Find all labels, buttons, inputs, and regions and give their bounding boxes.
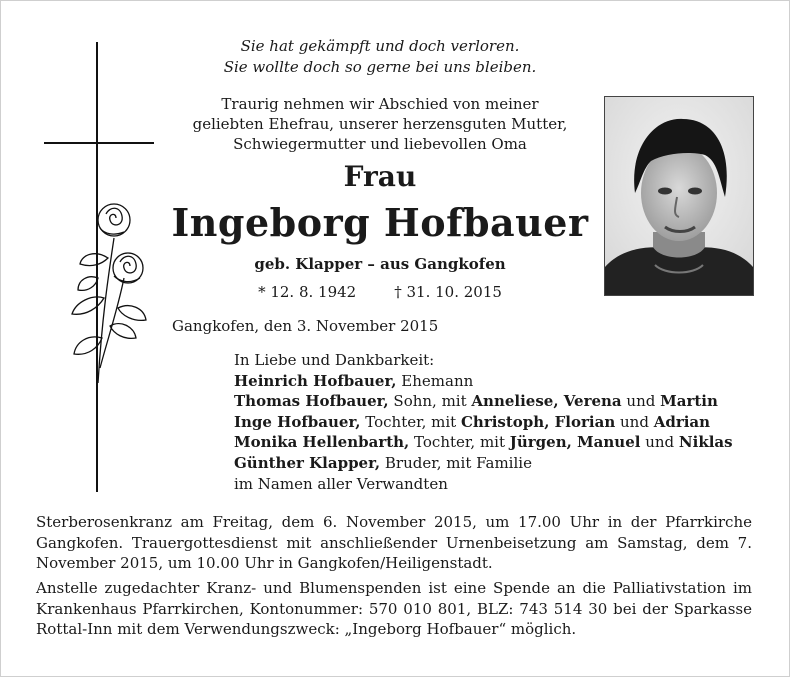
- family-member-relation: Tochter, mit: [360, 412, 461, 431]
- family-row: [234, 453, 754, 474]
- family-member-relation: Tochter, mit: [409, 433, 510, 452]
- deceased-name: Ingeborg Hofbauer: [171, 200, 589, 245]
- family-row: [234, 432, 754, 453]
- motto-line-2: Sie wollte doch so gerne bei uns bleiben.: [223, 58, 537, 76]
- family-list: [234, 350, 754, 494]
- family-member-name: Inge Hofbauer,: [234, 412, 361, 431]
- family-member-name: Heinrich Hofbauer,: [234, 371, 397, 390]
- family-member-name: Günther Klapper,: [234, 453, 381, 472]
- intro-line-2: geliebten Ehefrau, unserer herzensguten Mutter,: [192, 115, 568, 133]
- family-member-name: Martin: [660, 392, 718, 411]
- life-dates: [150, 282, 610, 302]
- family-member-relation: Ehemann: [396, 371, 474, 390]
- portrait-photo: [604, 96, 754, 296]
- family-heading: In Liebe und Dankbarkeit:: [234, 351, 435, 369]
- family-row: [234, 371, 754, 392]
- family-row: [234, 391, 754, 412]
- conjunction: und: [615, 412, 654, 431]
- conjunction: und: [621, 392, 661, 411]
- funeral-info: Sterberosenkranz am Freitag, dem 6. November 2015, um 17.00 Uhr in der Pfarrkirche Gangkofen. Trauergottesdienst mit anschließender Urnenbeisetzung am Samstag, dem 7. November 2015, um 10.00 Uhr in Gangkofen/Heiligenstadt.: [36, 513, 752, 573]
- intro-text: [150, 94, 610, 154]
- family-member-names: Anneliese, Verena: [471, 392, 622, 411]
- family-member-name: Thomas Hofbauer,: [234, 392, 389, 411]
- cross-bar: [44, 142, 154, 144]
- birth-name: geb. Klapper – aus Gangkofen: [254, 255, 506, 273]
- place-date: Gangkofen, den 3. November 2015: [172, 317, 439, 335]
- birth-date: * 12. 8. 1942: [258, 283, 357, 301]
- death-date: † 31. 10. 2015: [394, 283, 502, 301]
- family-member-names: Jürgen, Manuel: [509, 433, 641, 452]
- intro-line-3: Schwiegermutter und liebevollen Oma: [233, 135, 527, 153]
- motto-line-1: Sie hat gekämpft und doch verloren.: [240, 37, 520, 55]
- family-closing: im Namen aller Verwandten: [234, 474, 448, 493]
- conjunction: und: [640, 433, 679, 452]
- family-member-name: Monika Hellenbarth,: [234, 433, 410, 452]
- donation-info: Anstelle zugedachter Kranz- und Blumenspenden ist eine Spende an die Palliativstation im Krankenhaus Pfarrkirchen, Kontonummer: 570 010 801, BLZ: 743 514 30 bei der Sparkasse Rottal-Inn mit dem Verwendungszweck: „Ingeborg Hofbauer“ möglich.: [36, 579, 752, 639]
- family-row: [234, 412, 754, 433]
- intro-line-1: Traurig nehmen wir Abschied von meiner: [221, 95, 539, 113]
- rose-icon: [58, 198, 154, 388]
- family-member-relation: Sohn, mit: [388, 392, 472, 411]
- family-member-name: Adrian: [653, 412, 711, 431]
- family-member-relation: Bruder, mit Familie: [380, 453, 532, 472]
- salutation: Frau: [343, 160, 417, 193]
- motto: [150, 36, 610, 78]
- portrait-icon: [605, 97, 753, 295]
- family-member-name: Niklas: [678, 433, 733, 452]
- family-member-names: Christoph, Florian: [460, 412, 616, 431]
